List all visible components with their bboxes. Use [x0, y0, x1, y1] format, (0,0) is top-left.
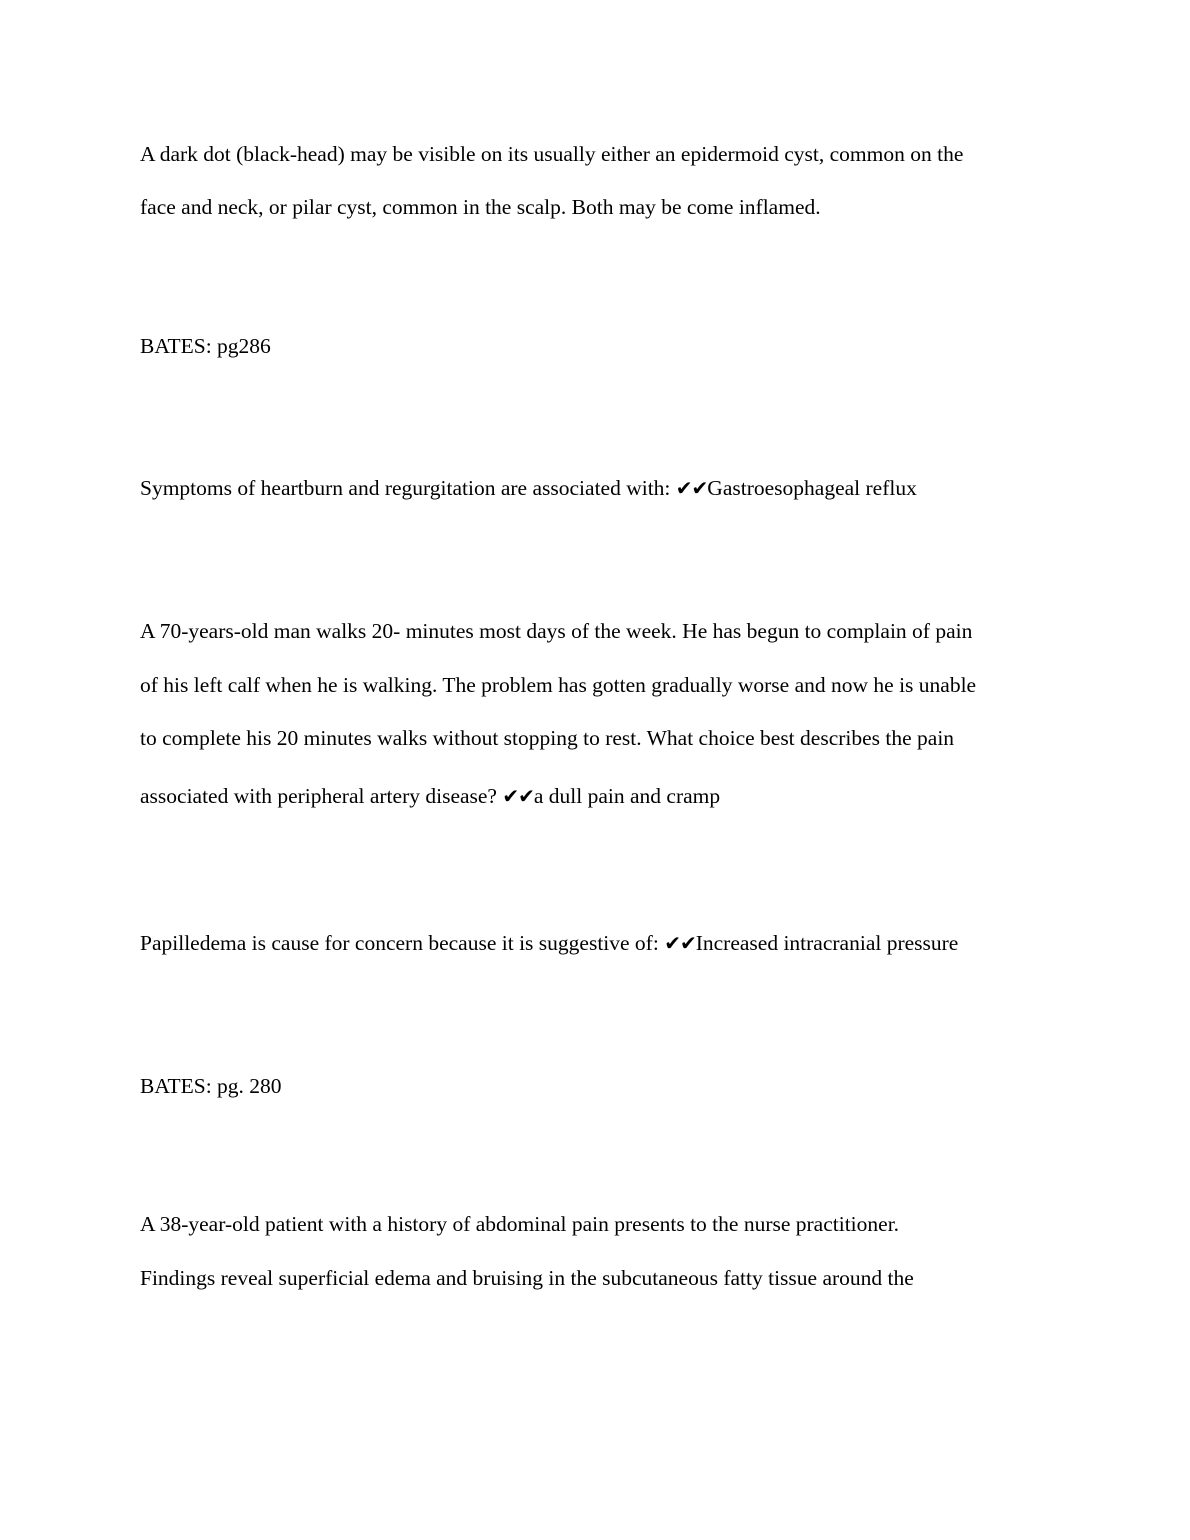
answer-text: Increased intracranial pressure — [695, 931, 959, 955]
text-line: A 70-years-old man walks 20- minutes most days of the week. He has begun to complain of pain — [140, 619, 973, 643]
question-line — [140, 929, 958, 957]
check-icon: ✔✔ — [502, 784, 534, 808]
question-line — [140, 782, 720, 810]
text-line: Findings reveal superficial edema and bruising in the subcutaneous fatty tissue around the — [140, 1266, 914, 1290]
question-text: Papilledema is cause for concern because it is suggestive of: — [140, 931, 665, 955]
check-icon: ✔✔ — [675, 476, 708, 500]
text-line: A 38-year-old patient with a history of abdominal pain presents to the nurse practitioner. — [140, 1212, 900, 1236]
question-text: associated with peripheral artery disease? — [140, 784, 503, 808]
question-line — [140, 474, 917, 502]
check-icon: ✔✔ — [664, 931, 696, 955]
reference-line: BATES: pg286 — [140, 334, 271, 358]
question-text: Symptoms of heartburn and regurgitation are associated with: — [140, 476, 676, 500]
text-line: of his left calf when he is walking. The problem has gotten gradually worse and now he is unable — [140, 673, 977, 697]
answer-text: a dull pain and cramp — [533, 784, 721, 808]
reference-line: BATES: pg. 280 — [140, 1074, 282, 1098]
answer-text: Gastroesophageal reflux — [707, 476, 917, 500]
text-line: face and neck, or pilar cyst, common in the scalp. Both may be come inflamed. — [140, 195, 821, 219]
text-line: A dark dot (black-head) may be visible on its usually either an epidermoid cyst, common on the — [140, 142, 964, 166]
text-line: to complete his 20 minutes walks without stopping to rest. What choice best describes the pain — [140, 726, 955, 750]
